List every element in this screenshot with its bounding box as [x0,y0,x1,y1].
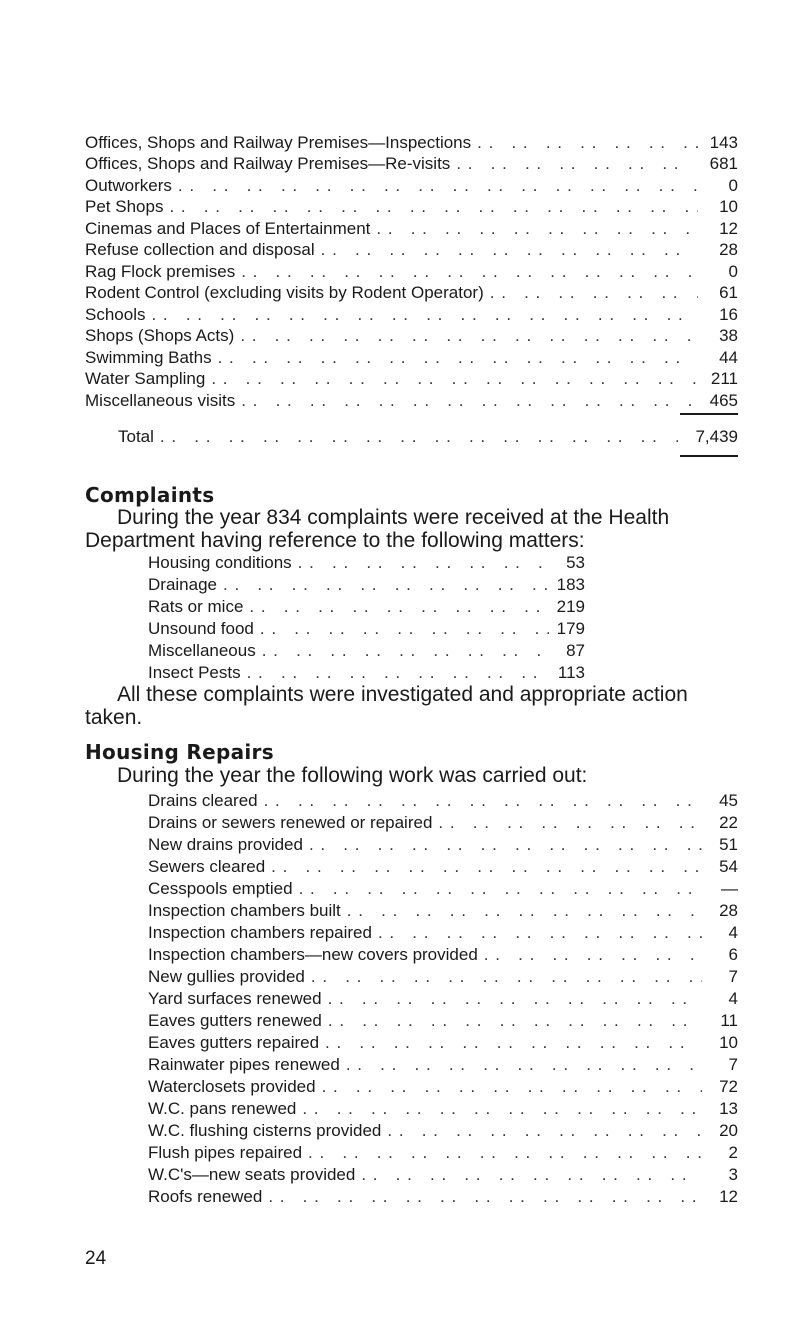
leader-dots [217,574,549,596]
leader-dots [145,304,698,326]
table-row: W.C. flushing cisterns provided . . 20 [148,1120,738,1142]
page-number: 24 [85,1248,107,1269]
table-row: Rag Flock premises . . 0 [85,261,738,283]
leader-dots [319,1032,702,1054]
leader-dots [303,834,702,856]
table-row: Inspection chambers built . . 28 [148,900,738,922]
leader-dots [316,1076,702,1098]
table-row: Insect Pests . . 113 [148,662,585,684]
table-row: Outworkers . . 0 [85,175,738,197]
leader-dots [450,153,698,175]
leader-dots [305,966,702,988]
leader-dots [235,261,698,283]
leader-dots [296,1098,702,1120]
leader-dots [256,640,549,662]
table-row: Eaves gutters renewed . . 11 [148,1010,738,1032]
table-row: Inspection chambers—new covers provided . . 6 [148,944,738,966]
total-row: Total . . 7,439 [118,426,738,448]
complaints-intro-line1: During the year 834 complaints were received at the Health [117,506,670,529]
housing-repairs-heading: Housing Repairs [85,740,274,764]
table-row: Housing conditions . . 53 [148,552,585,574]
leader-dots [243,596,549,618]
table-row: Yard surfaces renewed . . 4 [148,988,738,1010]
leader-dots [484,282,698,304]
total-rule-top [680,413,738,415]
table-row: Drainage . . 183 [148,574,585,596]
leader-dots [254,618,549,640]
leader-dots [293,878,702,900]
leader-dots [205,368,698,390]
table-row: Cinemas and Places of Entertainment . . 12 [85,218,738,240]
leader-dots [302,1142,702,1164]
complaints-heading: Complaints [85,483,215,507]
leader-dots [265,856,702,878]
table-row: Schools . . 16 [85,304,738,326]
table-row: Inspection chambers repaired . . 4 [148,922,738,944]
table-row: W.C. pans renewed . . 13 [148,1098,738,1120]
leader-dots [370,218,698,240]
table-row: Sewers cleared . . 54 [148,856,738,878]
table-row: New drains provided . . 51 [148,834,738,856]
leader-dots [292,552,549,574]
leader-dots [478,944,702,966]
table-row: Rats or mice . . 219 [148,596,585,618]
table-row: Water Sampling . . 211 [85,368,738,390]
housing-repairs-intro: During the year the following work was carried out: [117,764,588,787]
total-rule-bottom [680,455,738,457]
table-row: Miscellaneous visits . . 465 [85,390,738,412]
table-row: Pet Shops . . 10 [85,196,738,218]
table-row: Miscellaneous . . 87 [148,640,585,662]
table-row: Flush pipes repaired . . 2 [148,1142,738,1164]
table-row: Offices, Shops and Railway Premises—Inspections . . 143 [85,132,738,154]
leader-dots [241,662,549,684]
complaints-outro-line1: All these complaints were investigated and appropriate action [117,683,688,706]
table-row: Cesspools emptied . . — [148,878,738,900]
table-row: Unsound food . . 179 [148,618,585,640]
leader-dots [154,426,678,448]
table-row: Drains or sewers renewed or repaired . . 22 [148,812,738,834]
leader-dots [315,239,698,261]
leader-dots [471,132,698,154]
leader-dots [341,900,702,922]
leader-dots [432,812,702,834]
complaints-outro-line2: taken. [85,706,143,729]
table-row: Eaves gutters repaired . . 10 [148,1032,738,1054]
leader-dots [163,196,698,218]
leader-dots [172,175,698,197]
leader-dots [235,390,698,412]
leader-dots [322,988,702,1010]
leader-dots [355,1164,702,1186]
table-row: Waterclosets provided . . 72 [148,1076,738,1098]
complaints-intro-line2: Department having reference to the following matters: [85,529,585,552]
table-row: Shops (Shops Acts) . . 38 [85,325,738,347]
leader-dots [234,325,698,347]
table-row: Offices, Shops and Railway Premises—Re-visits . . 681 [85,153,738,175]
table-row: Roofs renewed . . 12 [148,1186,738,1208]
table-row: Rainwater pipes renewed . . 7 [148,1054,738,1076]
table-row: Drains cleared . . 45 [148,790,738,812]
leader-dots [262,1186,702,1208]
table-row: W.C's—new seats provided . . 3 [148,1164,738,1186]
table-row: Rodent Control (excluding visits by Rodent Operator) . . 61 [85,282,738,304]
table-row: Refuse collection and disposal . . 28 [85,239,738,261]
leader-dots [258,790,702,812]
leader-dots [381,1120,702,1142]
leader-dots [322,1010,702,1032]
table-row: Swimming Baths . . 44 [85,347,738,369]
leader-dots [212,347,698,369]
leader-dots [340,1054,702,1076]
table-row: New gullies provided . . 7 [148,966,738,988]
leader-dots [372,922,702,944]
